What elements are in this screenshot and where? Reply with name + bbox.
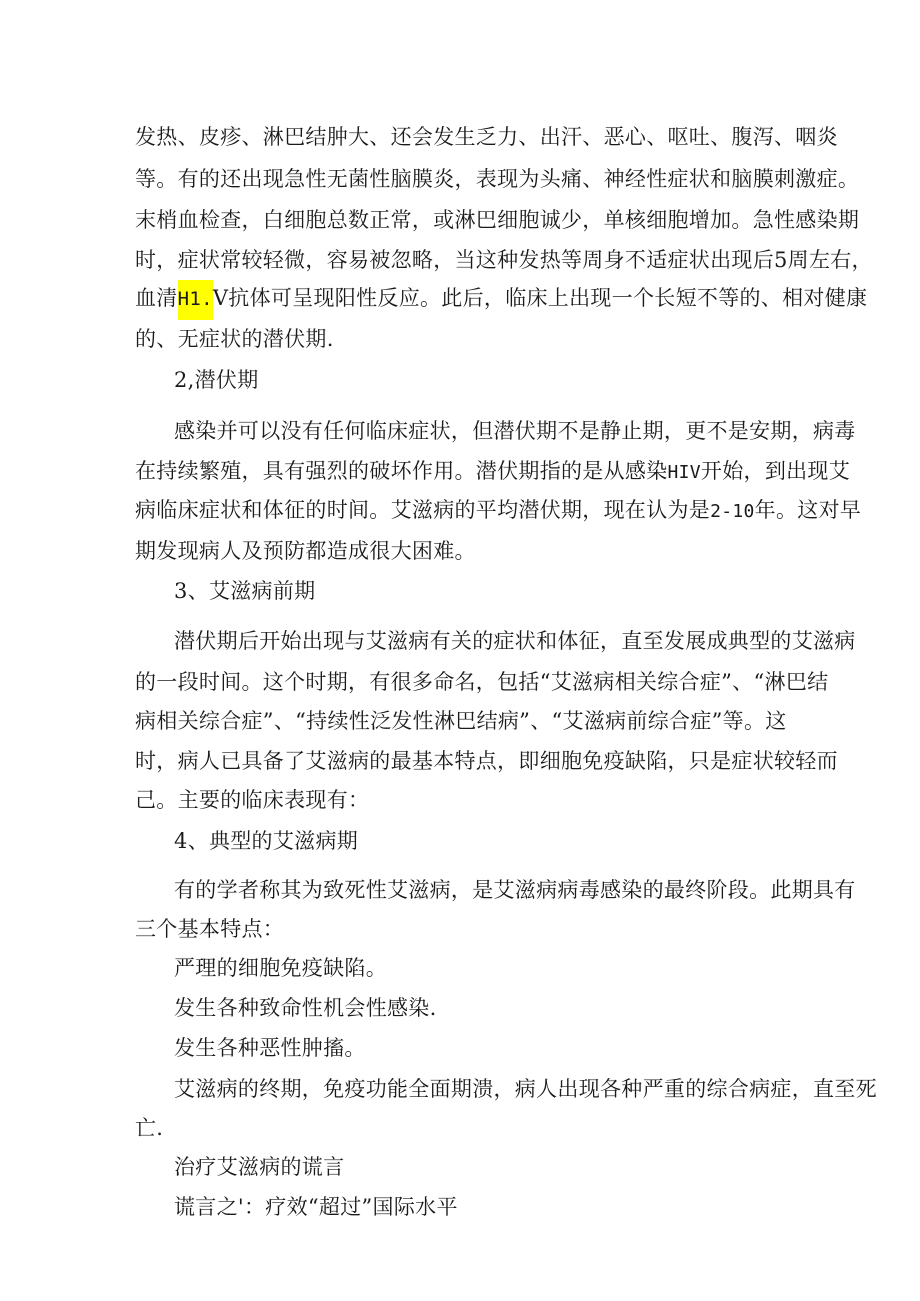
paragraph-line: 潜伏期后开始出现与艾滋病有关的症状和体征，直至发展成典型的艾滋病 [174, 629, 856, 653]
paragraph-line [135, 456, 850, 488]
paragraph-line: 病相关综合症”、“持续性泛发性淋巴结病”、“艾滋病前综合症”等。这 [135, 709, 787, 733]
code-text: 2-10 [710, 501, 755, 522]
paragraph-line: 有的学者称其为致死性艾滋病，是艾滋病病毒感染的最终阶段。此期具有 [174, 878, 856, 902]
section-heading: 4、典型的艾滋病期 [174, 829, 359, 853]
paragraph-line: 亡. [135, 1116, 164, 1140]
paragraph-line [135, 495, 861, 527]
text-segment: 开始，到出现艾 [700, 459, 851, 483]
text-segment: 年。这对早 [754, 498, 862, 522]
paragraph-line: 发热、皮疹、淋巴结肿大、还会发生乏力、出汗、恶心、呕吐、腹泻、咽炎 [135, 125, 838, 149]
paragraph-line: 时，病人已具备了艾滋病的最基本特点，即细胞免疫缺陷，只是症状较轻而 [135, 749, 838, 773]
section-heading: 2,潜伏期 [174, 368, 259, 392]
section-heading: 治疗艾滋病的谎言 [174, 1155, 345, 1179]
paragraph-line: 艾滋病的终期，免疫功能全面期溃，病人出现各种严重的综合病症，直至死 [174, 1077, 877, 1101]
paragraph-line: 期发现病人及预防都造成很大困难。 [135, 539, 476, 563]
section-heading: 谎言之'：疗效“超过”国际水平 [174, 1195, 458, 1219]
text-segment: 在持续繁殖，具有强烈的破坏作用。潜伏期指的是从感染 [135, 459, 668, 483]
paragraph-line: 的、无症状的潜伏期. [135, 327, 334, 351]
paragraph-line: 等。有的还出现急性无菌性脑膜炎，表现为头痛、神经性症状和脑膜刺激症。 [135, 167, 860, 191]
highlighted-text: H1. [178, 280, 213, 320]
paragraph-line [135, 283, 867, 314]
paragraph-line: 发生各种致命性机会性感染. [174, 996, 437, 1020]
paragraph-line: 三个基本特点： [135, 917, 285, 941]
paragraph-line: 的一段时间。这个时期，有很多命名，包括“艾滋病相关综合症”、“淋巴结 [135, 670, 829, 694]
paragraph-line: 己。主要的临床表现有： [135, 788, 370, 812]
text-segment: V抗体可呈现阳性反应。此后，临床上出现一个长短不等的、相对健康 [212, 286, 868, 310]
text-segment: 血清 [135, 286, 178, 310]
paragraph-line: 严理的细胞免疫缺陷。 [174, 956, 387, 980]
paragraph-line: 末梢血检查，白细胞总数正常，或淋巴细胞诚少，单核细胞增加。急性感染期 [135, 208, 860, 232]
section-heading: 3、艾滋病前期 [174, 579, 316, 603]
code-text: HIV [667, 462, 701, 483]
paragraph-line: 发生各种恶性肿搐。 [174, 1036, 366, 1060]
paragraph-line: 感染并可以没有任何临床症状，但潜伏期不是静止期，更不是安期，病毒 [174, 419, 856, 443]
text-segment: 病临床症状和体征的时间。艾滋病的平均潜伏期，现在认为是 [135, 498, 711, 522]
paragraph-line: 时，症状常较轻微，容易被忽略，当这种发热等周身不适症状出现后5周左右， [135, 248, 873, 272]
